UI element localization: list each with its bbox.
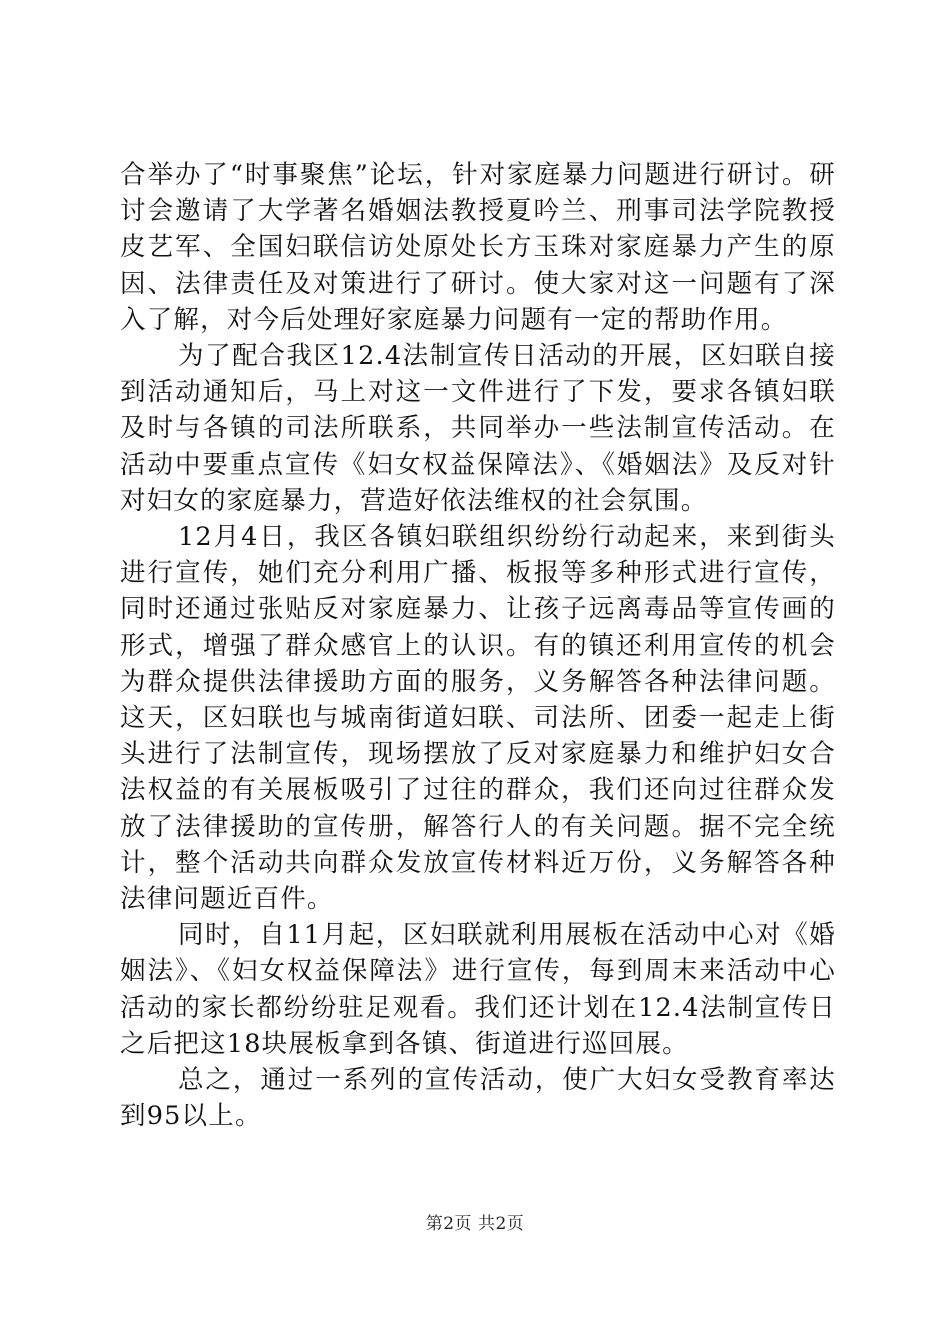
document-body	[120, 157, 836, 1134]
paragraph-3: 12月4日，我区各镇妇联组织纷纷行动起来，来到街头进行宣传，她们充分利用广播、板报等多种形式进行宣传，同时还通过张贴反对家庭暴力、让孩子远离毒品等宣传画的形式，增强了群众感官上的认识。有的镇还利用宣传的机会为群众提供法律援助方面的服务，义务解答各种法律问题。这天，区妇联也与城南街道妇联、司法所、团委一起走上街头进行了法制宣传，现场摆放了反对家庭暴力和维护妇女合法权益的有关展板吸引了过往的群众，我们还向过往群众发放了法律援助的宣传册，解答行人的有关问题。据不完全统计，整个活动共向群众发放宣传材料近万份，义务解答各种法律问题近百件。	[120, 522, 836, 915]
paragraph-5: 总之，通过一系列的宣传活动，使广大妇女受教育率达到95以上。	[120, 1065, 836, 1132]
page-footer: 第2页 共2页	[425, 1214, 525, 1234]
paragraph-2: 为了配合我区12.4法制宣传日活动的开展，区妇联自接到活动通知后，马上对这一文件进行了下发，要求各镇妇联及时与各镇的司法所联系，共同举办一些法制宣传活动。在活动中要重点宣传《妇女权益保障法》、《婚姻法》及反对针对妇女的家庭暴力，营造好依法维权的社会氛围。	[120, 341, 836, 516]
paragraph-1: 合举办了“时事聚焦”论坛，针对家庭暴力问题进行研讨。研讨会邀请了大学著名婚姻法教授夏吟兰、刑事司法学院教授皮艺军、全国妇联信访处原处长方玉珠对家庭暴力产生的原因、法律责任及对策进行了研讨。使大家对这一问题有了深入了解，对今后处理好家庭暴力问题有一定的帮助作用。	[120, 160, 836, 335]
paragraph-4: 同时，自11月起，区妇联就利用展板在活动中心对《婚姻法》、《妇女权益保障法》进行宣传，每到周末来活动中心活动的家长都纷纷驻足观看。我们还计划在12.4法制宣传日之后把这18块展板拿到各镇、街道进行巡回展。	[120, 920, 836, 1059]
